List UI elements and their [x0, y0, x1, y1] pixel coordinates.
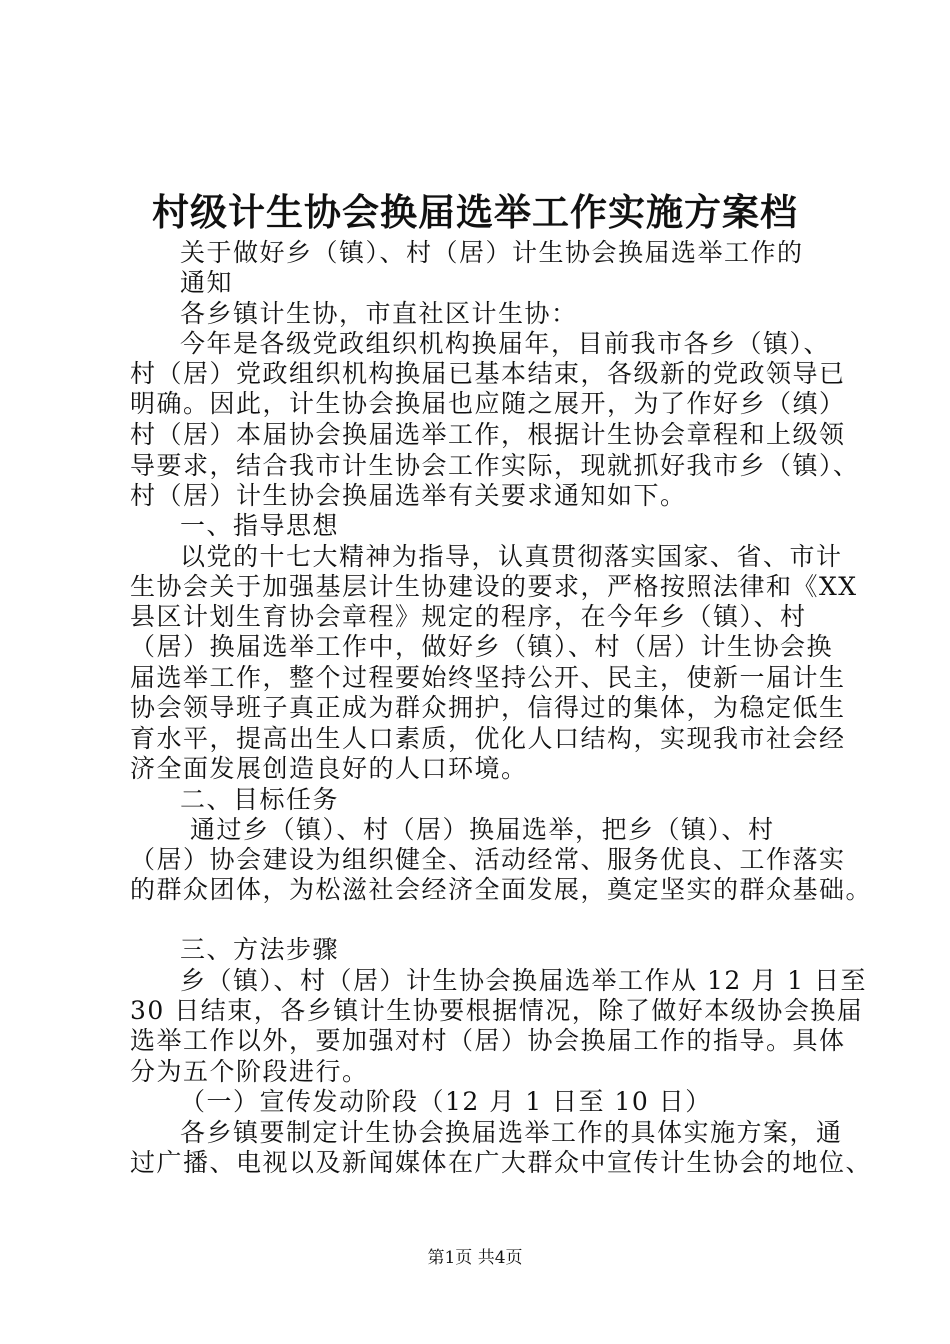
page-number: 第1页 共4页	[427, 1248, 523, 1268]
text-line: 关于做好乡（镇）、村（居）计生协会换届选举工作的	[180, 238, 804, 267]
section-heading: 三、方法步骤	[180, 935, 340, 964]
text-line: 选举工作以外，要加强对村（居）协会换届工作的指导。具体	[130, 1026, 846, 1055]
text-line: 济全面发展创造良好的人口环境。	[130, 754, 528, 783]
text-line: 各乡镇要制定计生协会换届选举工作的具体实施方案，通	[180, 1118, 843, 1147]
text-line: 的群众团体，为松滋社会经济全面发展，奠定坚实的群众基础。	[130, 875, 873, 904]
text-line: 各乡镇计生协，市直社区计生协：	[180, 299, 578, 328]
section-heading: 二、目标任务	[180, 785, 340, 814]
text-line: 育水平，提高出生人口素质，优化人口结构，实现我市社会经	[130, 724, 846, 753]
text-line: 生协会关于加强基层计生协建设的要求，严格按照法律和《XX	[130, 572, 858, 601]
text-line: 今年是各级党政组织机构换届年，目前我市各乡（镇）、	[180, 329, 831, 358]
text-line: 导要求，结合我市计生协会工作实际，现就抓好我市乡（镇）、	[130, 451, 860, 480]
text-line: 通过乡（镇）、村（居）换届选举，把乡（镇）、村	[190, 815, 775, 844]
subsection-heading: （一）宣传发动阶段（12 月 1 日至 10 日）	[180, 1087, 712, 1116]
text-line: 村（居）本届协会换届选举工作，根据计生协会章程和上级领	[130, 420, 846, 449]
text-line: 分为五个阶段进行。	[130, 1057, 369, 1086]
text-line: 县区计划生育协会章程》规定的程序，在今年乡（镇）、村	[130, 602, 807, 631]
text-line: 届选举工作，整个过程要始终坚持公开、民主，使新一届计生	[130, 663, 846, 692]
text-line: 乡（镇）、村（居）计生协会换届选举工作从 12 月 1 日至	[180, 966, 868, 995]
text-line: 以党的十七大精神为指导，认真贯彻落实国家、省、市计	[180, 542, 843, 571]
text-line: 村（居）党政组织机构换届已基本结束，各级新的党政领导已	[130, 359, 846, 388]
text-line: 明确。因此，计生协会换届也应随之展开，为了作好乡（缜）	[130, 389, 846, 418]
section-heading: 一、指导思想	[180, 511, 340, 540]
text-line: 村（居）计生协会换届选举有关要求通知如下。	[130, 481, 687, 510]
text-line: 过广播、电视以及新闻媒体在广大群众中宣传计生协会的地位、	[130, 1148, 873, 1177]
text-line: （居）换届选举工作中，做好乡（镇）、村（居）计生协会换	[130, 632, 834, 661]
text-line: 通知	[180, 268, 234, 297]
document-title: 村级计生协会换届选举工作实施方案档	[152, 190, 798, 234]
text-line: 30 日结束，各乡镇计生协要根据情况，除了做好本级协会换届	[130, 996, 864, 1025]
text-line: （居）协会建设为组织健全、活动经常、服务优良、工作落实	[130, 845, 846, 874]
text-line: 协会领导班子真正成为群众拥护，信得过的集体，为稳定低生	[130, 693, 846, 722]
